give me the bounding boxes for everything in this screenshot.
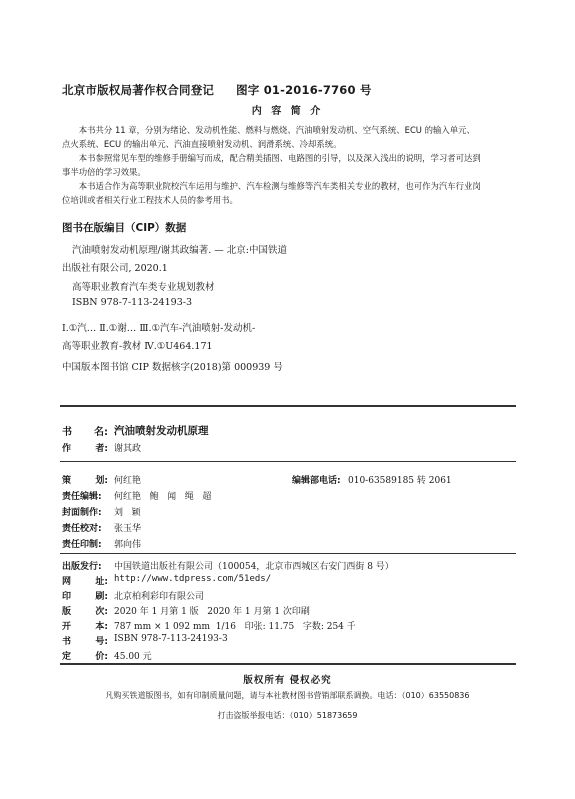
printer-label: 印 刷: [62, 592, 108, 602]
proof-label: 责任校对: [62, 524, 102, 534]
cip-line: 高等职业教育-教材 Ⅳ.①U464.171 [62, 341, 213, 352]
printer: 北京柏利彩印有限公司 [114, 592, 205, 602]
publisher-row [62, 559, 394, 572]
publisher-label: 出版发行: [62, 562, 102, 572]
registration-text: 北京市版权局著作权合同登记 [62, 83, 215, 97]
divider-top [60, 405, 516, 407]
cip-line: 汽油喷射发动机原理/谢其政编著. — 北京:中国铁道 [72, 245, 287, 256]
website-row [62, 574, 271, 587]
summary-title: 内 容 简 介 [251, 106, 324, 117]
cover-label: 封面制作: [62, 508, 102, 518]
edition: 2020 年 1 月第 1 版 2020 年 1 月第 1 次印刷 [114, 607, 310, 617]
cip-number: 中国版本图书馆 CIP 数据核字(2018)第 000939 号 [62, 362, 283, 373]
format: 787 mm × 1 092 mm 1/16 印张: 11.75 字数: 254 千 [114, 622, 356, 632]
summary-paragraph-1: 本书共分 11 章，分别为绪论、发动机性能、燃料与燃烧、汽油喷射发动机、空气系统、ECU 的输入单元、点火系统、ECU 的输出单元、汽油直接喷射发动机、润滑系统、冷却系统。 [62, 125, 475, 149]
cip-line: ISBN 978-7-113-24193-3 [72, 297, 192, 308]
summary-paragraph-2: 本书参照常见车型的维修手册编写而成，配合精美插图、电路图的引导，以及深入浅出的说明，学习者可达到事半功倍的学习效果。 [62, 153, 481, 177]
isbn-label: 书 号: [62, 637, 108, 647]
website-url: http://www.tdpress.com/51eds/ [114, 574, 272, 584]
price-label: 定 价: [62, 652, 108, 662]
format-row [62, 619, 356, 632]
registration-number: 图字 01-2016-7760 号 [236, 83, 372, 97]
cip-line: 高等职业教育汽车类专业规划教材 [72, 282, 215, 293]
price: 45.00 元 [114, 652, 152, 662]
publisher: 中国铁道出版社有限公司（100054，北京市西城区右安门西街 8 号） [114, 562, 394, 572]
edition-row [62, 604, 310, 617]
cover-row [62, 505, 141, 518]
print-manager-label: 责任印制: [62, 540, 102, 550]
isbn-row [62, 634, 228, 647]
print-manager-row [62, 537, 141, 550]
price-row [62, 649, 152, 662]
author: 谢其政 [114, 444, 142, 454]
editor-label: 责任编辑: [62, 492, 102, 502]
print-manager: 郭向伟 [114, 540, 142, 550]
author-row [62, 441, 141, 454]
piracy-report: 打击盗版举报电话：（010）51873659 [217, 711, 358, 720]
divider-middle [60, 461, 516, 462]
format-label: 开 本: [62, 622, 108, 632]
isbn: ISBN 978-7-113-24193-3 [114, 634, 228, 644]
cover-designer: 刘 颖 [114, 508, 141, 518]
cip-line: Ⅰ.①汽… Ⅱ.①谢… Ⅲ.①汽车-汽油喷射-发动机- [62, 323, 256, 334]
editorial-tel-label: 编辑部电话: [292, 476, 341, 486]
book-title: 汽油喷射发动机原理 [114, 425, 209, 437]
book-title-row [62, 423, 209, 438]
editors: 何红艳 鲍 闻 绳 超 [114, 492, 212, 502]
editor-row [62, 489, 211, 502]
planner-row [62, 473, 141, 486]
planner-label: 策 划: [62, 476, 108, 486]
editorial-tel: 010-63589185 转 2061 [348, 476, 452, 486]
website-label: 网 址: [62, 577, 108, 587]
proofreader: 张玉华 [114, 524, 142, 534]
printer-row [62, 589, 204, 602]
summary-paragraph-3: 本书适合作为高等职业院校汽车运用与维护、汽车检测与维修等汽车类相关专业的教材，也可作为汽车行业岗位培训或者相关行业工程技术人员的参考用书。 [62, 181, 481, 205]
rights-notice: 版权所有 侵权必究 [243, 675, 332, 686]
edition-label: 版 次: [62, 607, 108, 617]
proof-row [62, 521, 141, 534]
divider-bottom [60, 663, 516, 665]
copyright-registration [62, 82, 372, 98]
cip-line: 出版社有限公司, 2020.1 [62, 263, 168, 274]
planner: 何红艳 [114, 476, 142, 486]
divider-lower [60, 553, 516, 554]
author-label: 作 者: [62, 444, 108, 454]
cip-title: 图书在版编目（CIP）数据 [62, 222, 187, 234]
book-title-label: 书 名: [62, 427, 108, 438]
quality-notice: 凡购买铁道版图书，如有印制质量问题，请与本社教材图书营销部联系调换。电话：（010）63550836 [105, 691, 470, 700]
